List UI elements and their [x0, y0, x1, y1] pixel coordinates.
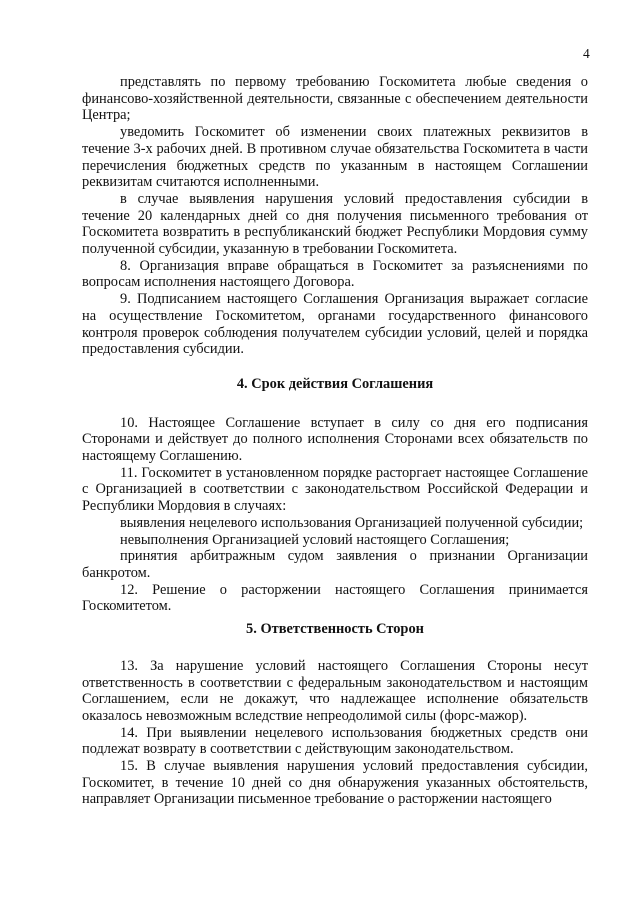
- paragraph: представлять по первому требованию Госкомитета любые сведения о финансово-хозяйственной деятельности, связанные с обеспечением деятельности Центра;: [82, 74, 588, 124]
- page-number: 4: [583, 46, 590, 61]
- paragraph: 15. В случае выявления нарушения условий предоставления субсидии, Госкомитет, в течение 10 дней со дня обнаружения указанных обстоятельств, направляет Организации письменное требование о расторжении настоящего: [82, 758, 588, 808]
- paragraph: уведомить Госкомитет об изменении своих платежных реквизитов в течение 3-х рабочих дней. В противном случае обязательства Госкомитета в части перечисления бюджетных средств по указанным в настоящем Соглашении реквизитам считаются исполненными.: [82, 124, 588, 191]
- paragraph: невыполнения Организацией условий настоящего Соглашения;: [120, 531, 510, 548]
- paragraph: 9. Подписанием настоящего Соглашения Организация выражает согласие на осуществление Госкомитетом, органами государственного финансового контроля проверок соблюдения получателем субсидии условий, целей и порядка предоставления субсидии.: [82, 291, 588, 358]
- section-heading-term: 4. Срок действия Соглашения: [236, 375, 434, 392]
- document-body: [82, 74, 588, 808]
- paragraph: в случае выявления нарушения условий предоставления субсидии в течение 20 календарных дней со дня получения письменного требования от Госкомитета возвратить в республиканский бюджет Республики Мордовия сумму полученной субсидии, указанную в требовании Госкомитета.: [82, 190, 588, 258]
- paragraph: 11. Госкомитет в установленном порядке расторгает настоящее Соглашение с Организацией в соответствии с законодательством Российской Федерации и Республики Мордовия в случаях:: [82, 464, 588, 515]
- paragraph: 13. За нарушение условий настоящего Соглашения Стороны несут ответственность в соответствии с федеральным законодательством и настоящим Соглашением, если не докажут, что надлежащее исполнение обязательств оказалось невозможным вследствие непреодолимой силы (форс-мажор).: [82, 657, 588, 724]
- paragraph: 14. При выявлении нецелевого использования бюджетных средств они подлежат возврату в соответствии с действующим законодательством.: [82, 724, 588, 758]
- paragraph: 8. Организация вправе обращаться в Госкомитет за разъяснениями по вопросам исполнения настоящего Договора.: [82, 257, 588, 291]
- paragraph: выявления нецелевого использования Организацией полученной субсидии;: [120, 514, 584, 531]
- section-heading-liability: 5. Ответственность Сторон: [246, 621, 424, 638]
- paragraph: принятия арбитражным судом заявления о признании Организации банкротом.: [82, 548, 588, 581]
- paragraph: 12. Решение о расторжении настоящего Соглашения принимается Госкомитетом.: [82, 581, 588, 615]
- paragraph: 10. Настоящее Соглашение вступает в силу со дня его подписания Сторонами и действует до полного исполнения Сторонами всех обязательств по настоящему Соглашению.: [82, 414, 588, 465]
